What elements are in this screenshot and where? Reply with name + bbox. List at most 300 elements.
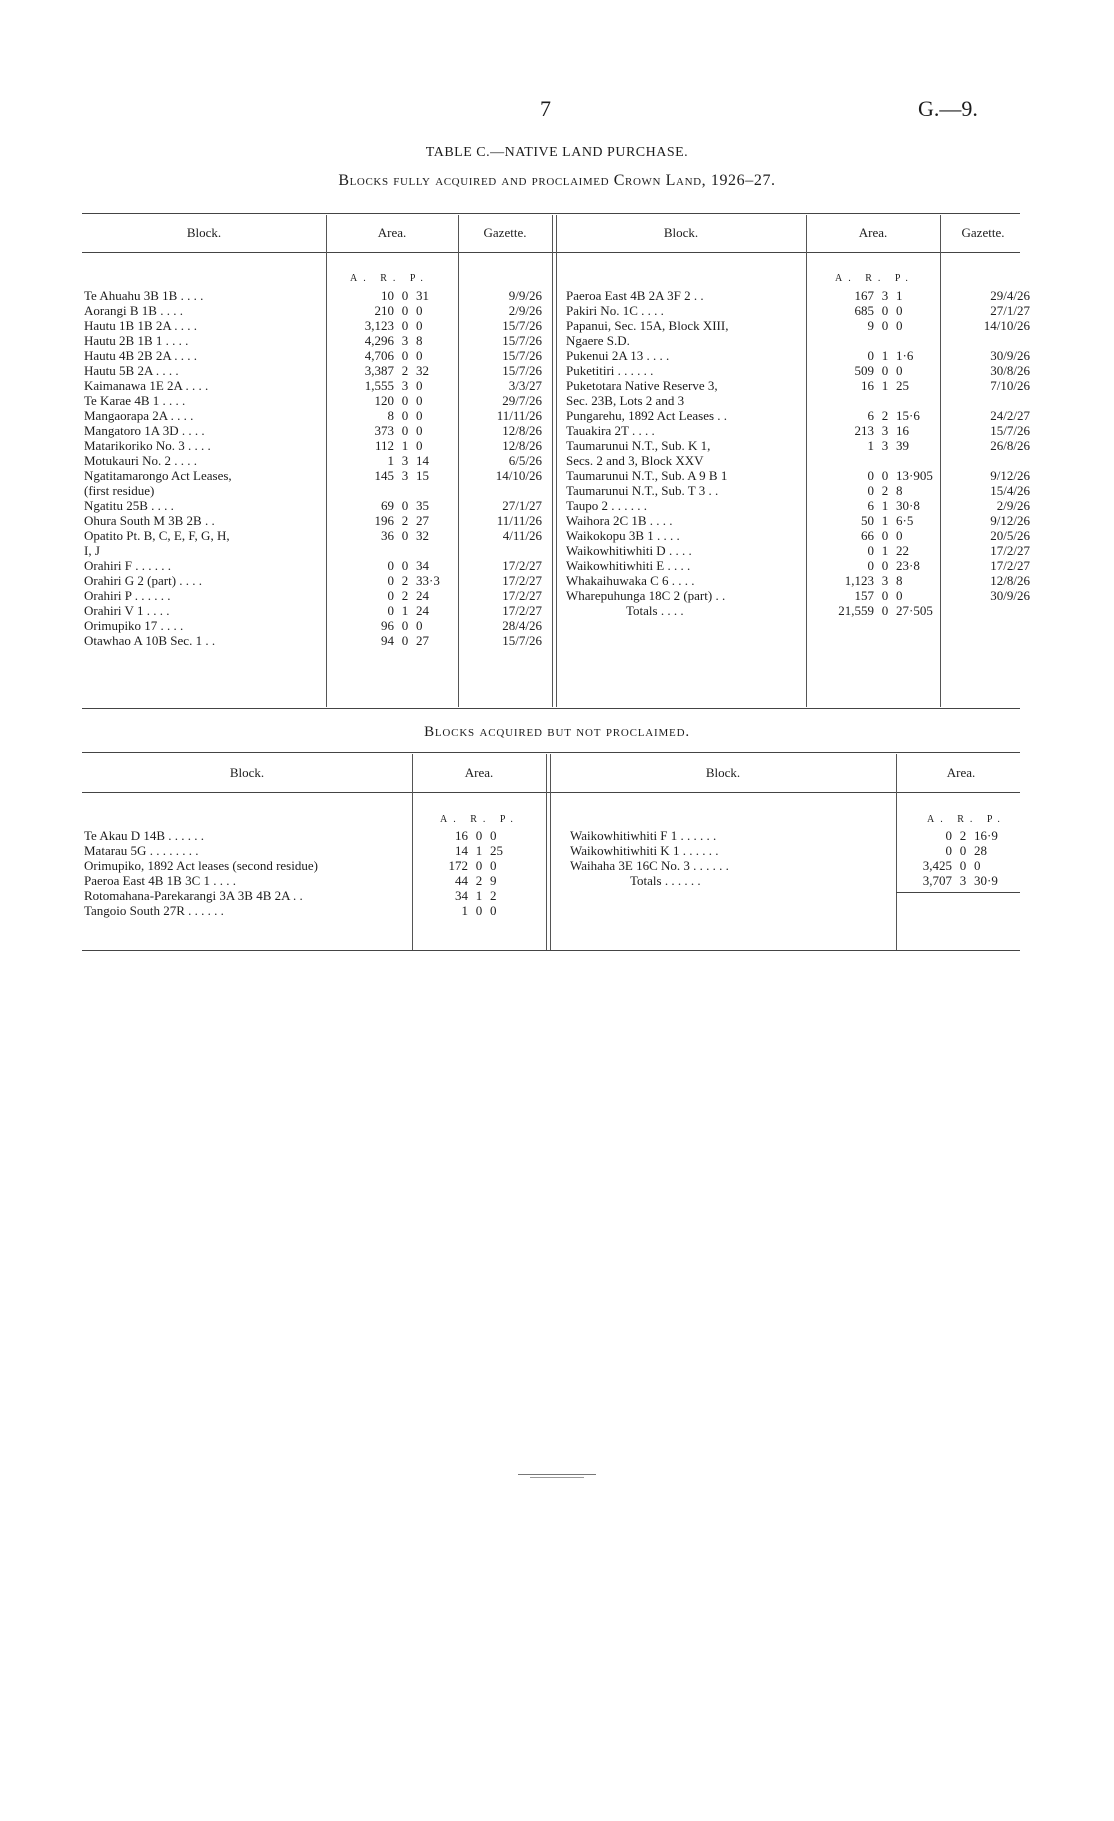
table-row	[84, 573, 542, 588]
gazette-date: 15/7/26	[502, 363, 542, 378]
table-row	[566, 363, 1030, 378]
area-perches: 0	[896, 363, 903, 378]
column-header-block: Block.	[663, 225, 699, 240]
block-name: Ngatitamarongo Act Leases,	[84, 468, 232, 483]
area-roods: 0	[959, 843, 967, 858]
area-roods: 0	[401, 348, 409, 363]
area-acres: 0	[867, 543, 874, 558]
block-name: Taumarunui N.T., Sub. K 1,	[566, 438, 711, 453]
area-perches	[896, 333, 940, 348]
area-acres: 509	[854, 363, 874, 378]
area-acres: 196	[374, 513, 394, 528]
table-row	[566, 423, 1030, 438]
area-perches: 0	[416, 408, 423, 423]
area-roods: 0	[881, 528, 889, 543]
gazette-date	[454, 483, 542, 498]
area-roods: 2	[881, 483, 889, 498]
gazette-date: 26/8/26	[990, 438, 1030, 453]
gazette-date: 20/5/26	[990, 528, 1030, 543]
column-header-gazette: Gazette.	[483, 225, 527, 240]
area-acres: 1	[461, 903, 468, 918]
table-row	[566, 483, 1030, 498]
area-perches: 34	[416, 558, 429, 573]
gazette-date: 17/2/27	[502, 588, 542, 603]
area-roods: 1	[475, 888, 483, 903]
block-name: Taumarunui N.T., Sub. A 9 B 1	[566, 468, 728, 483]
gazette-date: 14/10/26	[495, 468, 542, 483]
table-row	[84, 318, 542, 333]
area-acres: 120	[374, 393, 394, 408]
area-perches: 0	[490, 828, 497, 843]
block-name: Tauakira 2T . . . .	[566, 423, 655, 438]
table-row	[566, 378, 1030, 393]
block-name: Pukenui 2A 13 . . . .	[566, 348, 670, 363]
table-row	[84, 363, 542, 378]
gazette-date: 15/7/26	[990, 423, 1030, 438]
closing-rule	[530, 1477, 584, 1478]
section1-bottom-rule	[82, 708, 1020, 709]
area-acres: 66	[861, 528, 874, 543]
table-row	[570, 843, 1020, 858]
area-acres: 167	[854, 288, 874, 303]
area-perches: 0	[416, 618, 423, 633]
block-name: Puketitiri . . . . . .	[566, 363, 654, 378]
block-name: Taupo 2 . . . . . .	[566, 498, 648, 513]
area-perches: 8	[896, 483, 903, 498]
area-roods: 3	[401, 333, 409, 348]
area-roods: 0	[881, 318, 889, 333]
table-row	[84, 528, 542, 543]
block-name: Hautu 5B 2A . . . .	[84, 363, 179, 378]
table-row	[84, 378, 542, 393]
table-row	[84, 483, 542, 498]
table-row	[84, 603, 542, 618]
area-acres: 157	[854, 588, 874, 603]
area-perches: 8	[416, 333, 423, 348]
area-perches: 32	[416, 363, 429, 378]
area-acres: 4,706	[364, 348, 394, 363]
area-roods: 2	[401, 588, 409, 603]
area-acres: 9	[867, 318, 874, 333]
area-perches: 6·5	[896, 513, 914, 528]
totals-rule	[896, 892, 1020, 893]
table-row	[84, 333, 542, 348]
area-perches: 0	[490, 903, 497, 918]
area-perches: 0	[416, 303, 423, 318]
gazette-date	[940, 603, 1030, 618]
unit-label-arp: A. R. P.	[835, 273, 914, 284]
table-row	[84, 618, 542, 633]
block-name: Rotomahana-Parekarangi 3A 3B 4B 2A . .	[84, 888, 303, 903]
page-number: 7	[540, 96, 551, 121]
area-acres: 4,296	[364, 333, 394, 348]
area-acres: 0	[387, 603, 394, 618]
area-roods: 1	[881, 498, 889, 513]
area-roods: 0	[881, 468, 889, 483]
gazette-date: 24/2/27	[990, 408, 1030, 423]
gazette-date: 11/11/26	[496, 513, 542, 528]
area-perches: 8	[896, 573, 903, 588]
table-row	[566, 393, 1030, 408]
area-roods: 0	[401, 288, 409, 303]
column-header-area: Area.	[464, 765, 494, 780]
gazette-date: 17/2/27	[990, 543, 1030, 558]
area-acres: 0	[945, 843, 952, 858]
section1-title: Blocks fully acquired and proclaimed Crown Land, 1926–27.	[338, 172, 776, 189]
table-row	[84, 858, 540, 873]
area-acres: 8	[387, 408, 394, 423]
block-name: Motukauri No. 2 . . . .	[84, 453, 198, 468]
area-perches: 23·8	[896, 558, 920, 573]
gazette-date: 9/9/26	[508, 288, 542, 303]
section2-header-rule	[82, 792, 1020, 793]
area-acres: 145	[374, 468, 394, 483]
table-row	[566, 303, 1030, 318]
area-perches: 0	[896, 318, 903, 333]
gazette-date: 30/9/26	[990, 348, 1030, 363]
area-roods: 1	[881, 513, 889, 528]
block-name: Orahiri V 1 . . . .	[84, 603, 170, 618]
gazette-date: 14/10/26	[983, 318, 1030, 333]
gazette-date: 17/2/27	[502, 558, 542, 573]
gazette-date: 15/7/26	[502, 333, 542, 348]
area-acres: 34	[455, 888, 468, 903]
area-acres: 69	[381, 498, 394, 513]
table-row	[84, 843, 540, 858]
area-acres: 1,555	[364, 378, 394, 393]
area-perches: 13·905	[896, 468, 933, 483]
table-row	[84, 588, 542, 603]
area-acres: 94	[381, 633, 394, 648]
gazette-date: 15/7/26	[502, 348, 542, 363]
gazette-date: 30/8/26	[990, 363, 1030, 378]
area-roods: 0	[401, 303, 409, 318]
block-name: Mangaorapa 2A . . . .	[84, 408, 194, 423]
table-row	[84, 423, 542, 438]
block-name: Matarikoriko No. 3 . . . .	[84, 438, 211, 453]
total-acres: 3,707	[922, 873, 952, 888]
gazette-date: 17/2/27	[502, 573, 542, 588]
area-roods: 0	[401, 633, 409, 648]
table-row	[566, 318, 1030, 333]
area-acres: 16	[861, 378, 874, 393]
area-acres: 36	[381, 528, 394, 543]
area-roods: 2	[401, 363, 409, 378]
left-blocks-table	[84, 288, 542, 648]
table-row	[84, 288, 542, 303]
gazette-date: 7/10/26	[990, 378, 1030, 393]
divider	[546, 754, 547, 950]
area-perches: 33·3	[416, 573, 440, 588]
block-name: Waihora 2C 1B . . . .	[566, 513, 673, 528]
gazette-date: 29/4/26	[990, 288, 1030, 303]
closing-rule	[518, 1474, 596, 1475]
area-roods: 0	[401, 423, 409, 438]
table-row	[566, 333, 1030, 348]
table-row	[84, 543, 542, 558]
area-perches: 0	[416, 318, 423, 333]
area-roods: 1	[475, 843, 483, 858]
area-roods: 0	[401, 318, 409, 333]
section2-title: Blocks acquired but not proclaimed.	[424, 724, 690, 740]
right-blocks-table	[566, 288, 1030, 618]
area-roods: 0	[475, 828, 483, 843]
area-perches: 15·6	[896, 408, 920, 423]
table-row	[570, 858, 1020, 873]
unit-label-arp: A. R. P.	[440, 814, 519, 825]
table-row	[566, 558, 1030, 573]
section2-bottom-rule	[82, 950, 1020, 951]
block-name: Paeroa East 4B 1B 3C 1 . . . .	[84, 873, 237, 888]
block-name: Pungarehu, 1892 Act Leases . .	[566, 408, 728, 423]
gazette-date: 9/12/26	[990, 468, 1030, 483]
area-roods: 0	[401, 408, 409, 423]
area-roods: 0	[475, 858, 483, 873]
gazette-date: 12/8/26	[502, 423, 542, 438]
section1-header-rule	[82, 252, 1020, 253]
area-acres: 1,123	[844, 573, 874, 588]
gazette-date: 30/9/26	[990, 588, 1030, 603]
column-header-area: Area.	[858, 225, 888, 240]
unproclaimed-right-table	[570, 828, 1020, 888]
area-perches: 16	[896, 423, 909, 438]
column-header-area: Area.	[377, 225, 407, 240]
gazette-date: 17/2/27	[990, 558, 1030, 573]
area-perches: 16·9	[974, 828, 998, 843]
area-acres: 0	[945, 828, 952, 843]
area-roods: 3	[401, 378, 409, 393]
total-perches: 27·505	[896, 603, 933, 618]
block-name: Matarau 5G . . . . . . . .	[84, 843, 199, 858]
table-row	[84, 558, 542, 573]
area-perches: 27	[416, 513, 429, 528]
gazette-date: 9/12/26	[990, 513, 1030, 528]
gazette-date: 4/11/26	[502, 528, 542, 543]
area-acres: 44	[455, 873, 468, 888]
block-name: Orahiri P . . . . . .	[84, 588, 171, 603]
column-header-block: Block.	[229, 765, 265, 780]
area-roods: 3	[881, 423, 889, 438]
gazette-date: 29/7/26	[502, 393, 542, 408]
table-row	[84, 873, 540, 888]
area-roods: 2	[959, 828, 967, 843]
area-acres: 685	[854, 303, 874, 318]
block-name: Sec. 23B, Lots 2 and 3	[566, 393, 685, 408]
area-perches: 25	[490, 843, 503, 858]
block-name: Mangatoro 1A 3D . . . .	[84, 423, 205, 438]
section2-top-rule	[82, 752, 1020, 753]
report-reference: G.—9.	[918, 96, 978, 121]
block-name: Waikokopu 3B 1 . . . .	[566, 528, 680, 543]
block-name: Waikowhitiwhiti E . . . .	[566, 558, 691, 573]
block-name: Waikowhitiwhiti F 1 . . . . . .	[570, 828, 717, 843]
block-name: Hautu 2B 1B 1 . . . .	[84, 333, 189, 348]
gazette-date	[940, 453, 1030, 468]
block-name: Otawhao A 10B Sec. 1 . .	[84, 633, 216, 648]
area-perches: 0	[416, 423, 423, 438]
area-perches: 0	[896, 303, 903, 318]
area-acres: 0	[387, 573, 394, 588]
total-roods: 0	[881, 603, 889, 618]
area-perches: 0	[896, 588, 903, 603]
block-name: Ngatitu 25B . . . .	[84, 498, 174, 513]
totals-label: Totals . . . .	[626, 603, 684, 618]
table-row	[566, 498, 1030, 513]
block-name: Puketotara Native Reserve 3,	[566, 378, 718, 393]
table-row	[84, 393, 542, 408]
area-roods: 1	[401, 438, 409, 453]
total-perches: 30·9	[974, 873, 998, 888]
area-acres: 3,123	[364, 318, 394, 333]
block-name: Taumarunui N.T., Sub. T 3 . .	[566, 483, 719, 498]
column-header-gazette: Gazette.	[961, 225, 1005, 240]
area-perches: 30·8	[896, 498, 920, 513]
area-acres: 14	[455, 843, 468, 858]
gazette-date: 28/4/26	[502, 618, 542, 633]
area-roods: 0	[881, 558, 889, 573]
area-acres: 10	[381, 288, 394, 303]
area-roods: 0	[881, 588, 889, 603]
table-row	[84, 438, 542, 453]
block-name: Te Akau D 14B . . . . . .	[84, 828, 205, 843]
table-row	[84, 498, 542, 513]
block-name: Te Karae 4B 1 . . . .	[84, 393, 186, 408]
table-row	[566, 573, 1030, 588]
total-acres: 21,559	[838, 603, 874, 618]
gazette-date: 12/8/26	[502, 438, 542, 453]
block-name: Aorangi B 1B . . . .	[84, 303, 183, 318]
area-perches: 28	[974, 843, 987, 858]
block-name: Orimupiko 17 . . . .	[84, 618, 184, 633]
area-roods: 2	[881, 408, 889, 423]
area-roods: 1	[401, 603, 409, 618]
totals-row	[570, 873, 1020, 888]
area-perches: 0	[974, 858, 981, 873]
area-acres	[806, 453, 874, 468]
area-acres: 172	[448, 858, 468, 873]
totals-label: Totals . . . . . .	[630, 873, 701, 888]
area-roods: 0	[881, 303, 889, 318]
area-acres: 373	[374, 423, 394, 438]
area-acres: 50	[861, 513, 874, 528]
table-row	[566, 588, 1030, 603]
area-roods	[394, 543, 416, 558]
area-acres: 0	[867, 468, 874, 483]
table-row	[84, 633, 542, 648]
total-roods: 3	[959, 873, 967, 888]
area-perches: 14	[416, 453, 429, 468]
table-row	[84, 348, 542, 363]
table-row	[84, 408, 542, 423]
area-acres: 6	[867, 498, 874, 513]
block-name: Orahiri G 2 (part) . . . .	[84, 573, 203, 588]
area-acres: 0	[867, 558, 874, 573]
area-roods: 2	[401, 513, 409, 528]
divider	[552, 215, 553, 707]
area-acres	[806, 333, 874, 348]
area-roods	[394, 483, 416, 498]
gazette-date: 11/11/26	[496, 408, 542, 423]
area-acres: 0	[387, 588, 394, 603]
area-roods: 0	[401, 558, 409, 573]
area-roods: 0	[401, 498, 409, 513]
area-roods	[874, 453, 896, 468]
area-acres: 3,425	[922, 858, 952, 873]
area-perches: 24	[416, 588, 429, 603]
block-name: Waihaha 3E 16C No. 3 . . . . . .	[570, 858, 729, 873]
block-name: Wharepuhunga 18C 2 (part) . .	[566, 588, 726, 603]
block-name: Ohura South M 3B 2B . .	[84, 513, 215, 528]
area-acres: 1	[387, 453, 394, 468]
block-name: Papanui, Sec. 15A, Block XIII,	[566, 318, 729, 333]
area-roods: 3	[881, 438, 889, 453]
area-acres: 0	[867, 348, 874, 363]
area-perches: 31	[416, 288, 429, 303]
block-name: Waikowhitiwhiti K 1 . . . . . .	[570, 843, 719, 858]
table-title: TABLE C.—NATIVE LAND PURCHASE.	[425, 145, 689, 160]
block-name: (first residue)	[84, 483, 155, 498]
gazette-date	[454, 543, 542, 558]
table-row	[84, 888, 540, 903]
gazette-date: 2/9/26	[508, 303, 542, 318]
block-name: Hautu 4B 2B 2A . . . .	[84, 348, 198, 363]
block-name: Ngaere S.D.	[566, 333, 630, 348]
gazette-date: 15/7/26	[502, 318, 542, 333]
area-roods: 3	[401, 453, 409, 468]
table-row	[566, 348, 1030, 363]
area-perches	[416, 543, 454, 558]
area-perches: 39	[896, 438, 909, 453]
table-row	[570, 828, 1020, 843]
area-roods: 0	[401, 618, 409, 633]
gazette-date: 2/9/26	[996, 498, 1030, 513]
block-name: Paeroa East 4B 2A 3F 2 . .	[566, 288, 704, 303]
area-acres: 210	[374, 303, 394, 318]
area-acres: 6	[867, 408, 874, 423]
gazette-date: 27/1/27	[502, 498, 542, 513]
area-roods: 0	[475, 903, 483, 918]
area-roods: 0	[401, 393, 409, 408]
gazette-date	[940, 333, 1030, 348]
table-row	[84, 903, 540, 918]
block-name: Te Ahuahu 3B 1B . . . .	[84, 288, 204, 303]
block-name: Orimupiko, 1892 Act leases (second residue)	[84, 858, 318, 873]
area-perches: 35	[416, 498, 429, 513]
gazette-date: 6/5/26	[508, 453, 542, 468]
table-row	[84, 453, 542, 468]
area-roods	[874, 333, 896, 348]
block-name: Hautu 1B 1B 2A . . . .	[84, 318, 198, 333]
area-acres: 213	[854, 423, 874, 438]
block-name: Waikowhitiwhiti D . . . .	[566, 543, 692, 558]
area-acres	[324, 483, 394, 498]
table-row	[566, 438, 1030, 453]
area-perches: 1·6	[896, 348, 914, 363]
area-roods: 3	[881, 288, 889, 303]
area-perches: 22	[896, 543, 909, 558]
area-perches: 15	[416, 468, 429, 483]
area-roods: 0	[959, 858, 967, 873]
area-roods: 2	[401, 573, 409, 588]
unit-label-arp: A. R. P.	[927, 814, 1006, 825]
area-perches: 2	[490, 888, 497, 903]
area-perches: 27	[416, 633, 429, 648]
area-acres: 0	[387, 558, 394, 573]
block-name: Tangoio South 27R . . . . . .	[84, 903, 224, 918]
area-perches	[896, 453, 940, 468]
area-perches: 24	[416, 603, 429, 618]
area-perches: 9	[490, 873, 497, 888]
